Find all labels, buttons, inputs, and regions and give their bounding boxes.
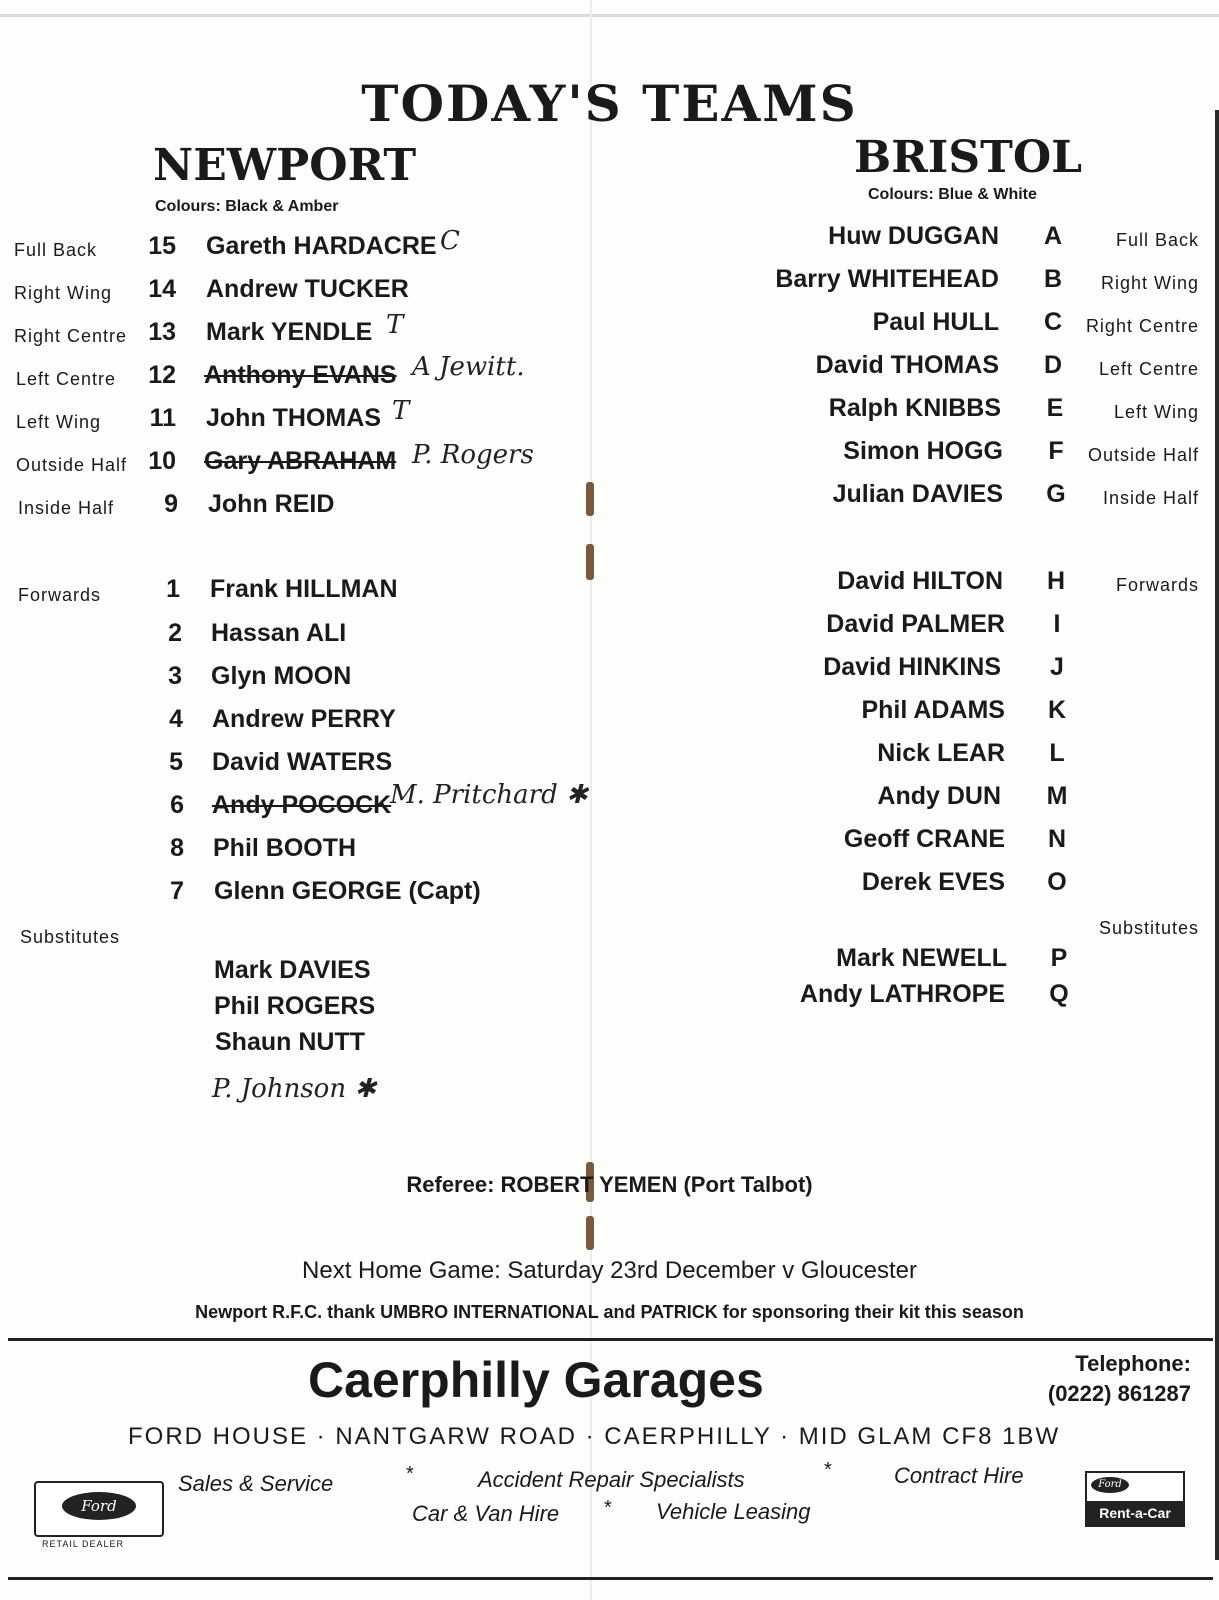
away-letter: E xyxy=(1046,394,1064,422)
handwritten-note: P. Rogers xyxy=(412,440,534,470)
away-player-name: Phil ADAMS xyxy=(861,696,1005,724)
away-player-name: Simon HOGG xyxy=(843,437,1003,465)
away-position: Left Wing xyxy=(1113,402,1199,422)
home-player-name: Frank HILLMAN xyxy=(210,575,398,603)
home-player-name: Hassan ALI xyxy=(211,619,347,647)
home-player-name: Gareth HARDACRE xyxy=(206,232,437,260)
home-player-name: Andrew TUCKER xyxy=(206,275,409,303)
handwritten-note: T xyxy=(392,396,410,426)
next-home-game: Next Home Game: Saturday 23rd December v Gloucester xyxy=(302,1257,917,1284)
away-player-name: Ralph KNIBBS xyxy=(828,394,1001,422)
top-edge-line xyxy=(0,14,1219,17)
away-letter: G xyxy=(1046,480,1066,508)
home-sub-name: Phil ROGERS xyxy=(214,992,376,1020)
away-letter: P xyxy=(1050,944,1068,972)
home-position: Left Centre xyxy=(16,369,117,389)
home-player-name: Andrew PERRY xyxy=(212,705,396,733)
right-edge-shadow xyxy=(1215,110,1219,1560)
away-letter: C xyxy=(1043,308,1063,336)
home-player-name: Gary ABRAHAM xyxy=(204,447,397,475)
away-player-name: Derek EVES xyxy=(861,868,1005,896)
handwritten-note: P. Johnson ✱ xyxy=(212,1074,377,1104)
home-number: 3 xyxy=(168,662,182,690)
away-letter: B xyxy=(1043,265,1063,293)
away-letter: O xyxy=(1047,868,1067,896)
away-player-name: Barry WHITEHEAD xyxy=(775,265,999,293)
away-player-name: Huw DUGGAN xyxy=(828,222,999,250)
away-colours: Colours: Blue & White xyxy=(868,186,1037,203)
away-sub-name: Andy LATHROPE xyxy=(799,980,1005,1008)
away-letter: H xyxy=(1046,567,1066,595)
service-item: Sales & Service xyxy=(178,1471,334,1496)
home-number: 5 xyxy=(169,748,183,776)
home-position: Outside Half xyxy=(16,455,128,475)
away-position: Outside Half xyxy=(1087,445,1199,465)
ford-oval-icon: Ford xyxy=(62,1492,136,1520)
home-number: 10 xyxy=(148,447,176,475)
away-letter: L xyxy=(1049,739,1065,767)
home-position: Right Wing xyxy=(14,283,113,303)
service-item: Vehicle Leasing xyxy=(656,1499,811,1524)
away-letter: N xyxy=(1047,825,1067,853)
home-player-name: Mark YENDLE xyxy=(206,318,373,346)
away-player-name: David THOMAS xyxy=(815,351,999,379)
home-sub-name: Shaun NUTT xyxy=(215,1028,365,1056)
away-position: Right Wing xyxy=(1100,273,1199,293)
telephone-label: Telephone: xyxy=(1075,1351,1191,1376)
home-player-name: Glenn GEORGE (Capt) xyxy=(214,877,481,905)
home-number: 15 xyxy=(148,232,176,260)
away-letter: A xyxy=(1043,222,1063,250)
handwritten-note: C xyxy=(440,226,460,256)
away-sub-name: Mark NEWELL xyxy=(836,944,1007,972)
home-player-name: John THOMAS xyxy=(206,404,381,432)
away-position: Inside Half xyxy=(1102,488,1199,508)
star-separator: * xyxy=(604,1497,612,1519)
home-position: Right Centre xyxy=(14,326,128,346)
advert-box xyxy=(8,1338,1213,1580)
ford-logo xyxy=(34,1481,164,1537)
away-player-name: Nick LEAR xyxy=(877,739,1005,767)
referee-line: Referee: ROBERT YEMEN (Port Talbot) xyxy=(406,1172,813,1197)
away-player-name: David HINKINS xyxy=(823,653,1001,681)
away-player-name: David HILTON xyxy=(837,567,1003,595)
telephone-number: (0222) 861287 xyxy=(1047,1381,1191,1406)
home-number: 4 xyxy=(169,705,183,733)
star-separator: * xyxy=(406,1463,414,1485)
ford-oval-icon: Ford xyxy=(1091,1477,1129,1493)
handwritten-note: T xyxy=(386,310,404,340)
away-letter: I xyxy=(1053,610,1061,638)
home-player-name: John REID xyxy=(208,490,335,518)
away-subs-label: Substitutes xyxy=(1098,918,1199,938)
away-player-name: Geoff CRANE xyxy=(843,825,1005,853)
away-forwards-label: Forwards xyxy=(1115,575,1199,595)
home-player-name: Phil BOOTH xyxy=(213,834,357,862)
ford-caption: RETAIL DEALER xyxy=(42,1539,125,1549)
away-letter: M xyxy=(1046,782,1068,810)
home-number: 12 xyxy=(148,361,176,389)
home-number: 8 xyxy=(170,834,184,862)
home-number: 14 xyxy=(148,275,176,303)
home-number: 1 xyxy=(166,575,180,603)
home-player-name: David WATERS xyxy=(212,748,393,776)
home-subs-label: Substitutes xyxy=(20,927,121,947)
away-letter: D xyxy=(1043,351,1063,379)
away-player-name: Andy DUN xyxy=(877,782,1001,810)
home-player-name: Glyn MOON xyxy=(211,662,352,690)
home-number: 7 xyxy=(170,877,184,905)
home-number: 2 xyxy=(168,619,182,647)
away-position: Left Centre xyxy=(1098,359,1199,379)
home-player-name: Andy POCOCK xyxy=(212,791,392,819)
rent-a-car-label: Rent-a-Car xyxy=(1087,1501,1183,1525)
home-number: 13 xyxy=(148,318,176,346)
rent-a-car-logo xyxy=(1085,1471,1185,1527)
staple-top-lower xyxy=(586,544,594,580)
home-number: 9 xyxy=(164,490,178,518)
home-sub-name: Mark DAVIES xyxy=(214,956,371,984)
home-forwards-label: Forwards xyxy=(18,585,102,605)
home-position: Left Wing xyxy=(16,412,102,432)
service-item: Car & Van Hire xyxy=(412,1501,560,1526)
service-item: Accident Repair Specialists xyxy=(478,1467,745,1492)
home-player-name: Anthony EVANS xyxy=(204,361,397,389)
away-letter: K xyxy=(1047,696,1067,724)
home-position: Inside Half xyxy=(18,498,115,518)
handwritten-note: M. Pritchard ✱ xyxy=(390,780,588,810)
away-player-name: Paul HULL xyxy=(872,308,999,336)
home-number: 11 xyxy=(149,404,176,432)
away-player-name: David PALMER xyxy=(826,610,1005,638)
advertiser-address: FORD HOUSE · NANTGARW ROAD · CAERPHILLY · MID GLAM CF8 1BW xyxy=(128,1423,1061,1450)
home-number: 6 xyxy=(170,791,184,819)
away-team-name: BRISTOL xyxy=(854,132,1083,183)
sponsor-line: Newport R.F.C. thank UMBRO INTERNATIONAL and PATRICK for sponsoring their kit this season xyxy=(195,1302,1024,1322)
page-title: TODAY'S TEAMS xyxy=(361,74,858,133)
home-colours: Colours: Black & Amber xyxy=(155,198,339,215)
away-position: Right Centre xyxy=(1085,316,1199,336)
home-team-name: NEWPORT xyxy=(153,140,417,191)
star-separator: * xyxy=(824,1459,832,1481)
advertiser-name: Caerphilly Garages xyxy=(308,1352,764,1408)
home-position: Full Back xyxy=(14,240,98,260)
away-player-name: Julian DAVIES xyxy=(832,480,1003,508)
staple-bottom-lower xyxy=(586,1216,594,1250)
away-position: Full Back xyxy=(1115,230,1199,250)
handwritten-note: A Jewitt. xyxy=(412,352,525,382)
away-letter: F xyxy=(1048,437,1064,465)
service-item: Contract Hire xyxy=(894,1463,1024,1488)
away-letter: Q xyxy=(1049,980,1069,1008)
away-letter: J xyxy=(1050,653,1064,681)
staple-top xyxy=(586,482,594,516)
